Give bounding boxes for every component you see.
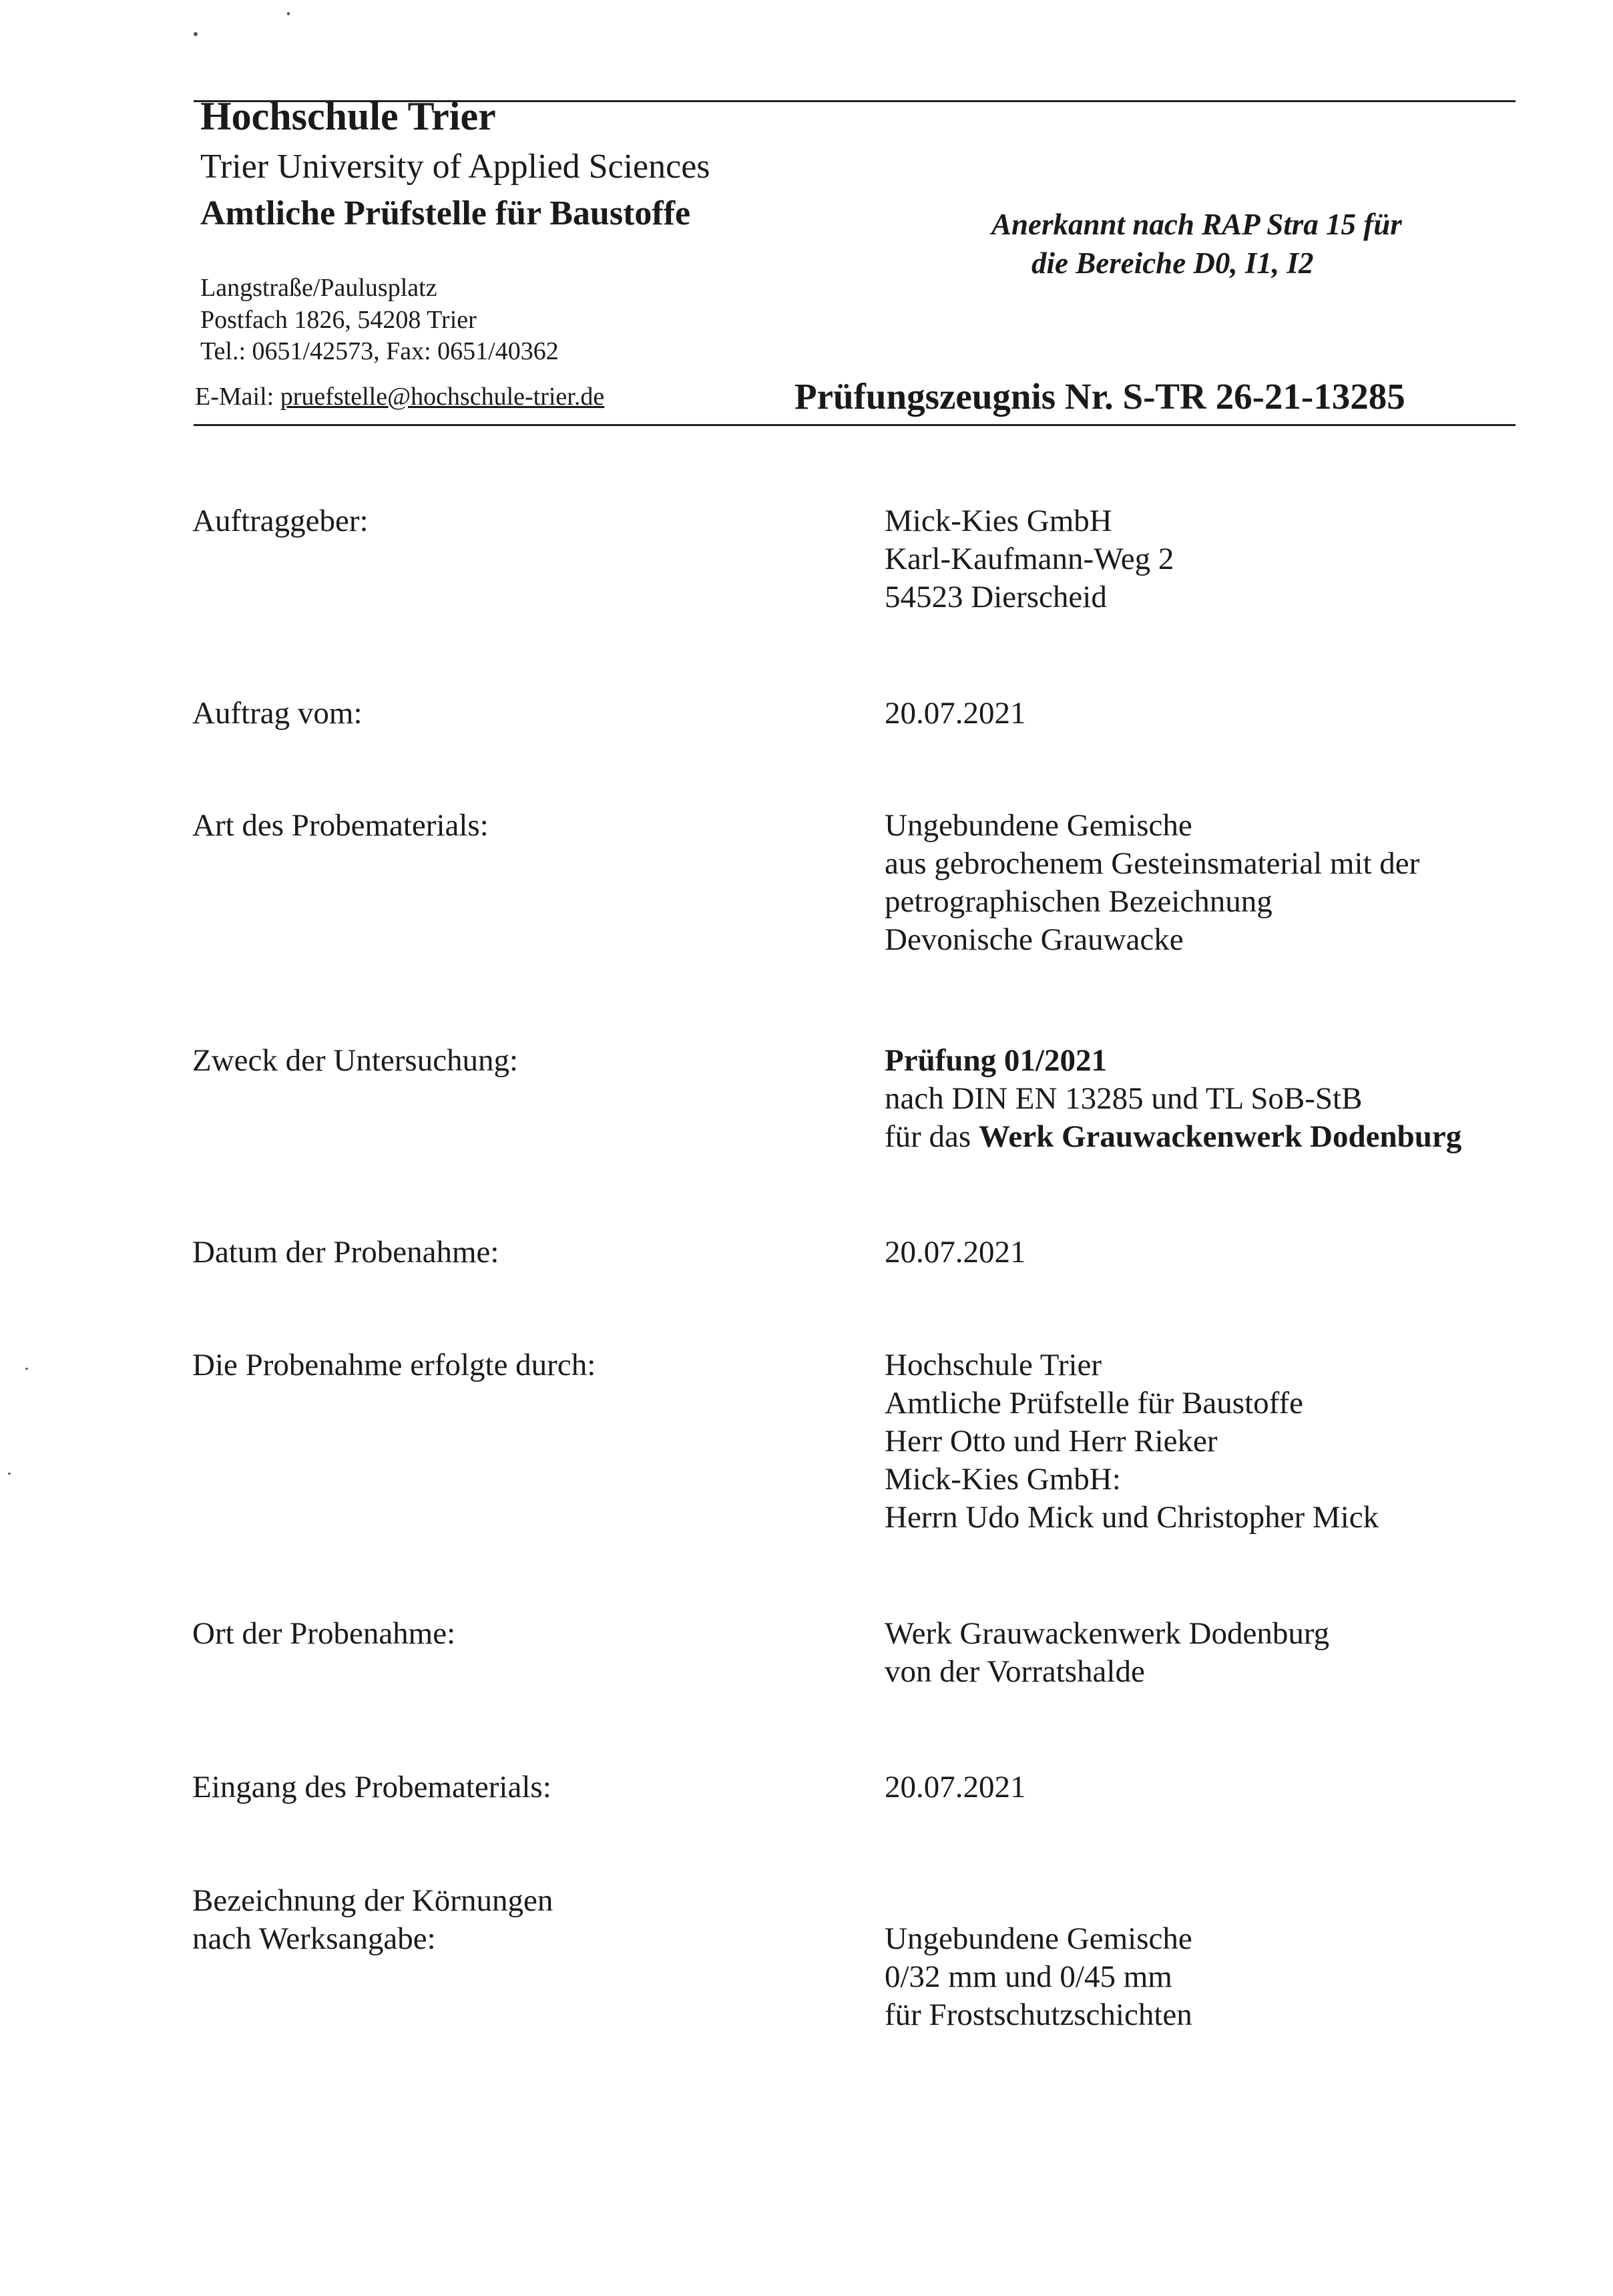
- value-line: 54523 Dierscheid: [885, 580, 1107, 614]
- value-line: Prüfung 01/2021: [885, 1043, 1107, 1078]
- institution-name: Hochschule Trier: [200, 94, 496, 138]
- label-client: Auftraggeber:: [192, 504, 369, 538]
- label-purpose: Zweck der Untersuchung:: [192, 1043, 519, 1078]
- value-line: Ungebundene Gemische: [885, 808, 1192, 843]
- email-line: [195, 382, 604, 411]
- label-sampling-location: Ort der Probenahme:: [192, 1616, 456, 1651]
- label-line: Bezeichnung der Körnungen: [192, 1883, 553, 1918]
- department-name: Amtliche Prüfstelle für Baustoffe: [200, 194, 691, 232]
- address-phone-fax: Tel.: 0651/42573, Fax: 0651/40362: [200, 337, 559, 365]
- recognition-line-1: Anerkannt nach RAP Stra 15 für: [991, 208, 1402, 241]
- label-material-type: Art des Probematerials:: [192, 808, 489, 843]
- value-line: Mick-Kies GmbH: [885, 504, 1112, 538]
- scan-speck: [194, 32, 198, 36]
- value-line: 20.07.2021: [885, 1770, 1026, 1804]
- value-line: 20.07.2021: [885, 1235, 1026, 1270]
- label-receipt-date: Eingang des Probematerials:: [192, 1770, 551, 1804]
- value-sampled-by: [885, 1346, 1379, 1537]
- value-material-type: [885, 807, 1419, 959]
- email-label: E-Mail:: [195, 383, 274, 411]
- value-line: 0/32 mm und 0/45 mm: [885, 1959, 1172, 1994]
- value-grain-designation: [885, 1920, 1192, 2034]
- value-line: Karl-Kaufmann-Weg 2: [885, 542, 1174, 576]
- header-bottom-rule: [194, 424, 1516, 426]
- label-grain-designation: [192, 1882, 553, 1958]
- value-line: von der Vorratshalde: [885, 1654, 1145, 1689]
- value-line: Herr Otto und Herr Rieker: [885, 1424, 1218, 1459]
- value-line: Ungebundene Gemische: [885, 1921, 1192, 1956]
- value-line: 20.07.2021: [885, 696, 1026, 731]
- value-purpose: [885, 1042, 1461, 1156]
- value-line: Amtliche Prüfstelle für Baustoffe: [885, 1386, 1303, 1420]
- address-postbox: Postfach 1826, 54208 Trier: [200, 306, 477, 334]
- value-line: petrographischen Bezeichnung: [885, 884, 1273, 919]
- address-street: Langstraße/Paulusplatz: [200, 274, 437, 302]
- value-line: [885, 1118, 1461, 1156]
- value-line: für Frostschutzschichten: [885, 1997, 1192, 2032]
- email-link[interactable]: pruefstelle@hochschule-trier.de: [280, 383, 605, 411]
- scan-speck: [8, 1473, 11, 1475]
- scan-speck: [287, 12, 290, 15]
- value-sampling-date: [885, 1233, 1026, 1272]
- scan-speck: [25, 1368, 28, 1370]
- certificate-number: Prüfungszeugnis Nr. S-TR 26-21-13285: [794, 376, 1405, 417]
- value-line: Mick-Kies GmbH:: [885, 1462, 1121, 1497]
- value-sampling-location: [885, 1615, 1329, 1691]
- value-line: Devonische Grauwacke: [885, 922, 1184, 957]
- value-order-date: [885, 695, 1026, 733]
- label-sampled-by: Die Probenahme erfolgte durch:: [192, 1348, 596, 1382]
- value-line: Hochschule Trier: [885, 1348, 1102, 1382]
- label-sampling-date: Datum der Probenahme:: [192, 1235, 499, 1270]
- value-receipt-date: [885, 1768, 1026, 1806]
- recognition-line-2: die Bereiche D0, I1, I2: [1031, 246, 1314, 280]
- value-line: aus gebrochenem Gesteinsmaterial mit der: [885, 846, 1420, 881]
- value-line: Werk Grauwackenwerk Dodenburg: [885, 1616, 1330, 1651]
- value-line: Herrn Udo Mick und Christopher Mick: [885, 1500, 1379, 1535]
- label-line: nach Werksangabe:: [192, 1921, 436, 1956]
- value-prefix: für das: [885, 1119, 979, 1154]
- value-client: [885, 502, 1174, 616]
- value-plant: Werk Grauwackenwerk Dodenburg: [978, 1119, 1462, 1154]
- value-line: nach DIN EN 13285 und TL SoB-StB: [885, 1081, 1363, 1116]
- institution-english-name: Trier University of Applied Sciences: [200, 148, 710, 186]
- label-order-date: Auftrag vom:: [192, 696, 363, 731]
